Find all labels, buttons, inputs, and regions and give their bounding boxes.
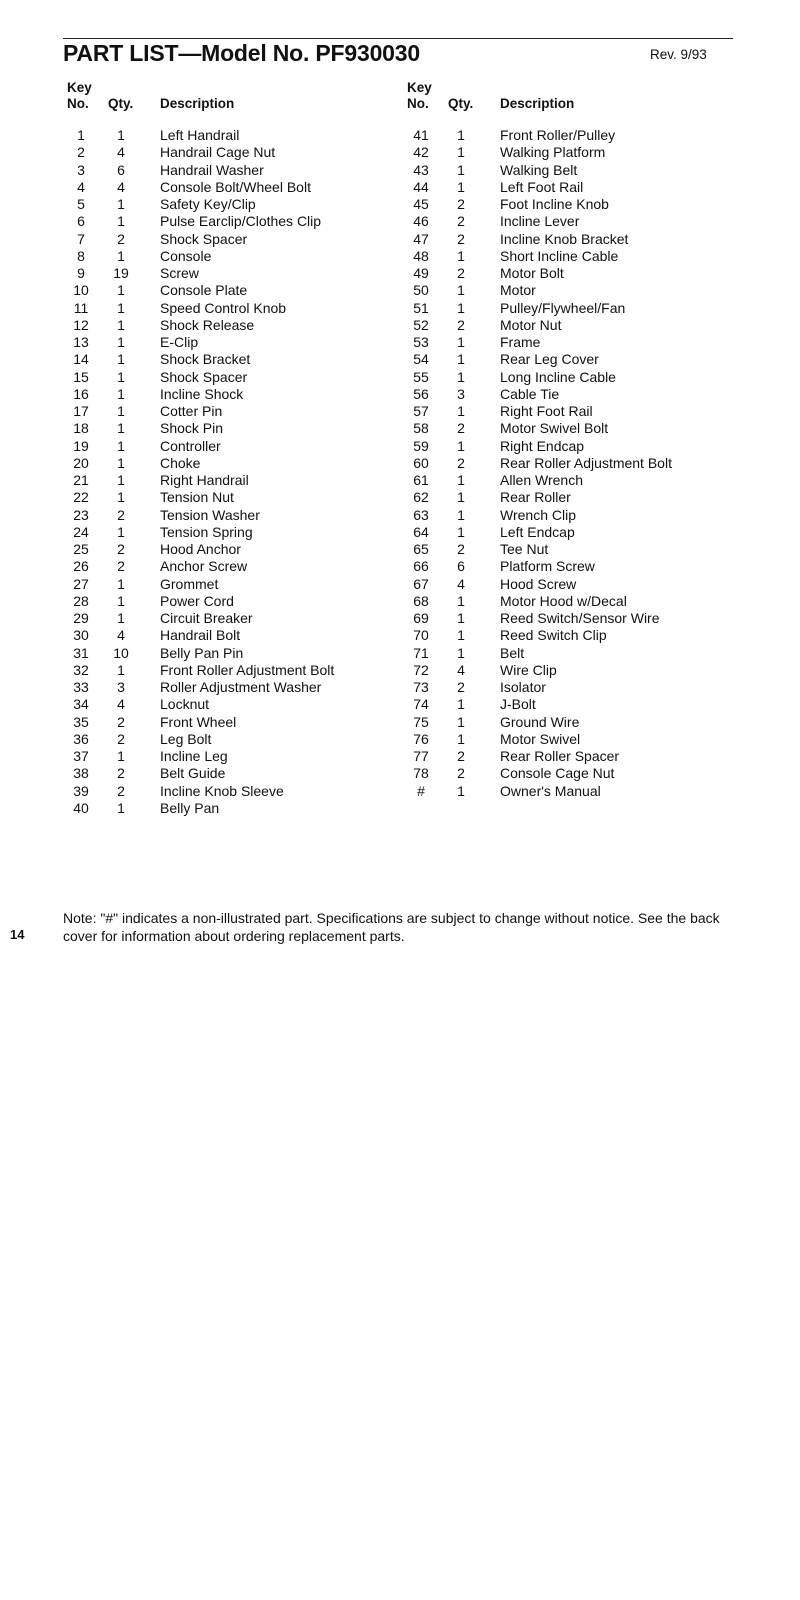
part-key-no: 33 [73,679,89,695]
part-description: Anchor Screw [160,558,248,575]
part-description: Motor Swivel [500,730,581,747]
part-key-no: 35 [73,713,89,730]
part-qty: 6 [117,161,125,178]
part-qty: 1 [117,403,125,419]
part-qty: 1 [117,472,125,488]
part-description: Right Endcap [500,437,585,454]
part-description: Handrail Cage Nut [160,144,276,161]
part-qty: 1 [117,454,125,471]
part-description: Console Cage Nut [500,765,615,782]
part-qty: 2 [457,679,465,695]
part-qty: 2 [457,420,465,437]
part-qty: 1 [457,713,465,730]
part-qty: 1 [117,523,125,540]
part-key-no: 72 [413,661,429,678]
part-description: J-Bolt [500,696,536,713]
part-qty: 2 [117,730,125,747]
qty-header: Qty. [108,96,134,111]
part-key-no: 67 [413,575,429,592]
part-key-no: 48 [413,247,429,264]
part-key-no: 8 [77,247,85,264]
part-key-no: # [417,782,425,799]
part-key-no: 66 [413,558,429,575]
part-qty: 1 [457,368,465,385]
part-qty: 2 [117,765,125,782]
part-qty: 1 [117,213,125,230]
part-description: Hood Screw [500,575,577,592]
part-key-no: 39 [73,782,89,799]
part-key-no: 59 [413,437,429,454]
part-description: Ground Wire [500,713,580,730]
part-qty: 1 [117,799,125,816]
part-description: Shock Spacer [160,230,248,247]
part-key-no: 20 [73,454,89,471]
part-qty: 2 [117,230,125,247]
part-key-no: 22 [73,489,89,506]
part-description: Power Cord [160,592,234,609]
qty-header: Qty. [448,96,474,111]
part-key-no: 10 [73,282,89,299]
part-description: Pulse Earclip/Clothes Clip [160,213,322,230]
part-qty: 1 [457,782,465,799]
part-qty: 1 [117,592,125,609]
part-key-no: 71 [413,644,429,661]
part-description: Wrench Clip [500,506,576,523]
part-description: Walking Belt [500,161,578,178]
part-description: Left Endcap [500,523,575,540]
part-qty: 2 [457,748,465,764]
part-description: Allen Wrench [500,472,584,488]
part-qty: 1 [117,368,125,385]
part-qty: 2 [457,765,465,782]
part-description: Rear Roller [500,489,571,506]
part-qty: 1 [457,144,465,161]
part-description: Foot Incline Knob [500,196,609,212]
part-description: Motor Bolt [500,265,564,281]
part-key-no: 78 [413,765,429,782]
part-key-no: 51 [413,299,429,316]
part-description: Tee Nut [500,541,549,557]
part-description: Right Handrail [160,472,249,488]
part-qty: 3 [457,385,465,402]
part-key-no: 29 [73,610,89,626]
part-key-no: 44 [413,178,429,195]
part-key-no: 18 [73,420,89,437]
part-description: Choke [160,454,201,471]
part-description: Shock Release [160,316,255,333]
part-key-no: 60 [413,454,429,471]
part-description: Tension Washer [160,506,260,523]
part-qty: 2 [117,782,125,799]
part-key-no: 27 [73,575,89,592]
part-qty: 2 [457,541,465,557]
part-key-no: 31 [73,644,89,661]
part-description: Long Incline Cable [500,368,616,385]
part-qty: 2 [457,265,465,281]
part-key-no: 74 [413,696,429,713]
part-qty: 3 [117,679,125,695]
part-description: Tension Nut [160,489,234,506]
part-key-no: 63 [413,506,429,523]
part-description: Circuit Breaker [160,610,253,626]
part-description: Motor Swivel Bolt [500,420,609,437]
part-description: Left Foot Rail [500,178,584,195]
part-key-no: 41 [413,127,429,143]
part-key-no: 9 [77,265,85,281]
part-key-no: 57 [413,403,429,419]
part-key-no: 15 [73,368,89,385]
part-description: Short Incline Cable [500,247,619,264]
part-description: E-Clip [160,334,199,350]
part-qty: 2 [117,506,125,523]
part-key-no: 7 [77,230,85,247]
part-key-no: 32 [73,661,89,678]
part-description: Incline Lever [500,213,580,230]
part-description: Cotter Pin [160,403,223,419]
part-key-no: 23 [73,506,89,523]
part-key-no: 36 [73,730,89,747]
part-description: Belt [500,644,525,661]
part-description: Belly Pan [160,799,220,816]
part-qty: 1 [457,334,465,350]
part-description: Shock Spacer [160,368,248,385]
part-qty: 10 [113,644,129,661]
part-qty: 1 [117,385,125,402]
part-qty: 2 [457,454,465,471]
part-key-no: 1 [77,127,85,143]
part-description: Belt Guide [160,765,226,782]
part-qty: 1 [457,730,465,747]
part-qty: 1 [117,299,125,316]
part-key-no: 16 [73,385,89,402]
key-no-header: Key No. [67,80,92,111]
part-key-no: 6 [77,213,85,230]
part-description: Right Foot Rail [500,403,593,419]
part-qty: 1 [117,334,125,350]
part-qty: 1 [457,437,465,454]
part-key-no: 24 [73,523,89,540]
part-key-no: 25 [73,541,89,557]
part-description: Roller Adjustment Washer [160,679,322,695]
part-key-no: 69 [413,610,429,626]
part-qty: 2 [117,713,125,730]
part-key-no: 65 [413,541,429,557]
part-description: Front Wheel [160,713,237,730]
part-qty: 1 [457,127,465,143]
part-description: Owner's Manual [500,782,601,799]
part-description: Tension Spring [160,523,253,540]
part-description: Frame [500,334,541,350]
part-qty: 4 [117,696,125,713]
part-qty: 2 [117,558,125,575]
description-header: Description [160,96,235,111]
part-description: Incline Shock [160,385,244,402]
part-key-no: 30 [73,627,89,644]
part-qty: 1 [117,196,125,212]
part-qty: 1 [117,282,125,299]
part-qty: 1 [117,351,125,368]
part-qty: 1 [117,610,125,626]
part-qty: 1 [117,420,125,437]
part-key-no: 28 [73,592,89,609]
part-qty: 1 [457,161,465,178]
page-number: 14 [10,927,25,942]
part-description: Incline Leg [160,748,228,764]
part-qty: 1 [457,627,465,644]
part-qty: 1 [457,644,465,661]
part-description: Front Roller Adjustment Bolt [160,661,335,678]
part-key-no: 43 [413,161,429,178]
part-qty: 1 [457,592,465,609]
part-key-no: 21 [73,472,89,488]
part-qty: 4 [117,144,125,161]
part-qty: 1 [117,127,125,143]
part-key-no: 4 [77,178,85,195]
part-description: Reed Switch/Sensor Wire [500,610,660,626]
part-description: Leg Bolt [160,730,212,747]
part-key-no: 14 [73,351,89,368]
part-qty: 1 [457,696,465,713]
part-description: Hood Anchor [160,541,241,557]
part-qty: 2 [457,196,465,212]
part-description: Platform Screw [500,558,595,575]
part-key-no: 42 [413,144,429,161]
part-description: Safety Key/Clip [160,196,256,212]
part-qty: 2 [117,541,125,557]
part-key-no: 53 [413,334,429,350]
part-key-no: 50 [413,282,429,299]
part-description: Speed Control Knob [160,299,287,316]
part-description: Cable Tie [500,385,560,402]
part-qty: 1 [117,575,125,592]
part-description: Console [160,247,212,264]
part-description: Shock Bracket [160,351,251,368]
part-qty: 1 [457,610,465,626]
part-description: Locknut [160,696,210,713]
part-qty: 1 [457,472,465,488]
part-key-no: 38 [73,765,89,782]
part-key-no: 76 [413,730,429,747]
part-key-no: 62 [413,489,429,506]
part-key-no: 5 [77,196,85,212]
part-qty: 6 [457,558,465,575]
part-qty: 1 [457,523,465,540]
part-key-no: 55 [413,368,429,385]
part-key-no: 40 [73,799,89,816]
part-description: Screw [160,265,199,281]
part-qty: 1 [457,489,465,506]
part-description: Pulley/Flywheel/Fan [500,299,626,316]
part-qty: 2 [457,230,465,247]
part-qty: 4 [117,178,125,195]
part-key-no: 54 [413,351,429,368]
part-description: Wire Clip [500,661,557,678]
part-description: Rear Leg Cover [500,351,599,368]
part-qty: 1 [457,403,465,419]
part-key-no: 34 [73,696,89,713]
part-qty: 19 [113,265,129,281]
part-qty: 2 [457,316,465,333]
part-key-no: 64 [413,523,429,540]
part-description: Walking Platform [500,144,606,161]
part-description: Left Handrail [160,127,240,143]
part-qty: 1 [457,282,465,299]
part-description: Handrail Bolt [160,627,241,644]
part-key-no: 49 [413,265,429,281]
part-key-no: 12 [73,316,89,333]
part-description: Grommet [160,575,219,592]
key-no-header: Key No. [407,80,432,111]
part-key-no: 73 [413,679,429,695]
part-qty: 1 [117,489,125,506]
footnote: Note: "#" indicates a non-illustrated part. Specifications are subject to change without notice. See the back cover for information about ordering replacement parts. [63,910,720,944]
part-description: Incline Knob Sleeve [160,782,284,799]
part-description: Controller [160,437,221,454]
part-description: Motor [500,282,536,299]
part-description: Motor Hood w/Decal [500,592,627,609]
part-description: Incline Knob Bracket [500,230,629,247]
part-key-no: 47 [413,230,429,247]
top-rule [63,38,733,39]
part-qty: 2 [457,213,465,230]
part-qty: 1 [457,178,465,195]
part-description: Motor Nut [500,316,562,333]
part-description: Reed Switch Clip [500,627,607,644]
part-key-no: 75 [413,713,429,730]
part-description: Console Plate [160,282,248,299]
part-key-no: 13 [73,334,89,350]
part-key-no: 37 [73,748,89,764]
part-key-no: 58 [413,420,429,437]
part-key-no: 68 [413,592,429,609]
part-qty: 1 [457,351,465,368]
part-qty: 4 [457,575,465,592]
part-key-no: 19 [73,437,89,454]
part-qty: 4 [117,627,125,644]
part-key-no: 3 [77,161,85,178]
part-description: Shock Pin [160,420,224,437]
part-description: Rear Roller Spacer [500,748,620,764]
part-key-no: 61 [413,472,429,488]
page-title: PART LIST—Model No. PF930030 [63,40,420,66]
part-qty: 4 [457,661,465,678]
revision-label: Rev. 9/93 [650,47,707,62]
part-description: Console Bolt/Wheel Bolt [160,178,311,195]
part-qty: 1 [457,299,465,316]
part-description: Isolator [500,679,546,695]
part-qty: 1 [457,247,465,264]
part-qty: 1 [117,661,125,678]
part-qty: 1 [457,506,465,523]
part-key-no: 26 [73,558,89,575]
part-description: Belly Pan Pin [160,644,244,661]
part-key-no: 11 [73,299,89,316]
part-description: Handrail Washer [160,161,264,178]
part-description: Front Roller/Pulley [500,127,616,143]
part-qty: 1 [117,247,125,264]
part-description: Rear Roller Adjustment Bolt [500,454,672,471]
description-header: Description [500,96,575,111]
part-key-no: 46 [413,213,429,230]
part-qty: 1 [117,437,125,454]
part-key-no: 56 [413,385,429,402]
part-key-no: 52 [413,316,429,333]
part-key-no: 2 [77,144,85,161]
part-key-no: 17 [73,403,89,419]
part-key-no: 70 [413,627,429,644]
part-qty: 1 [117,316,125,333]
part-key-no: 45 [413,196,429,212]
part-qty: 1 [117,748,125,764]
part-key-no: 77 [413,748,429,764]
